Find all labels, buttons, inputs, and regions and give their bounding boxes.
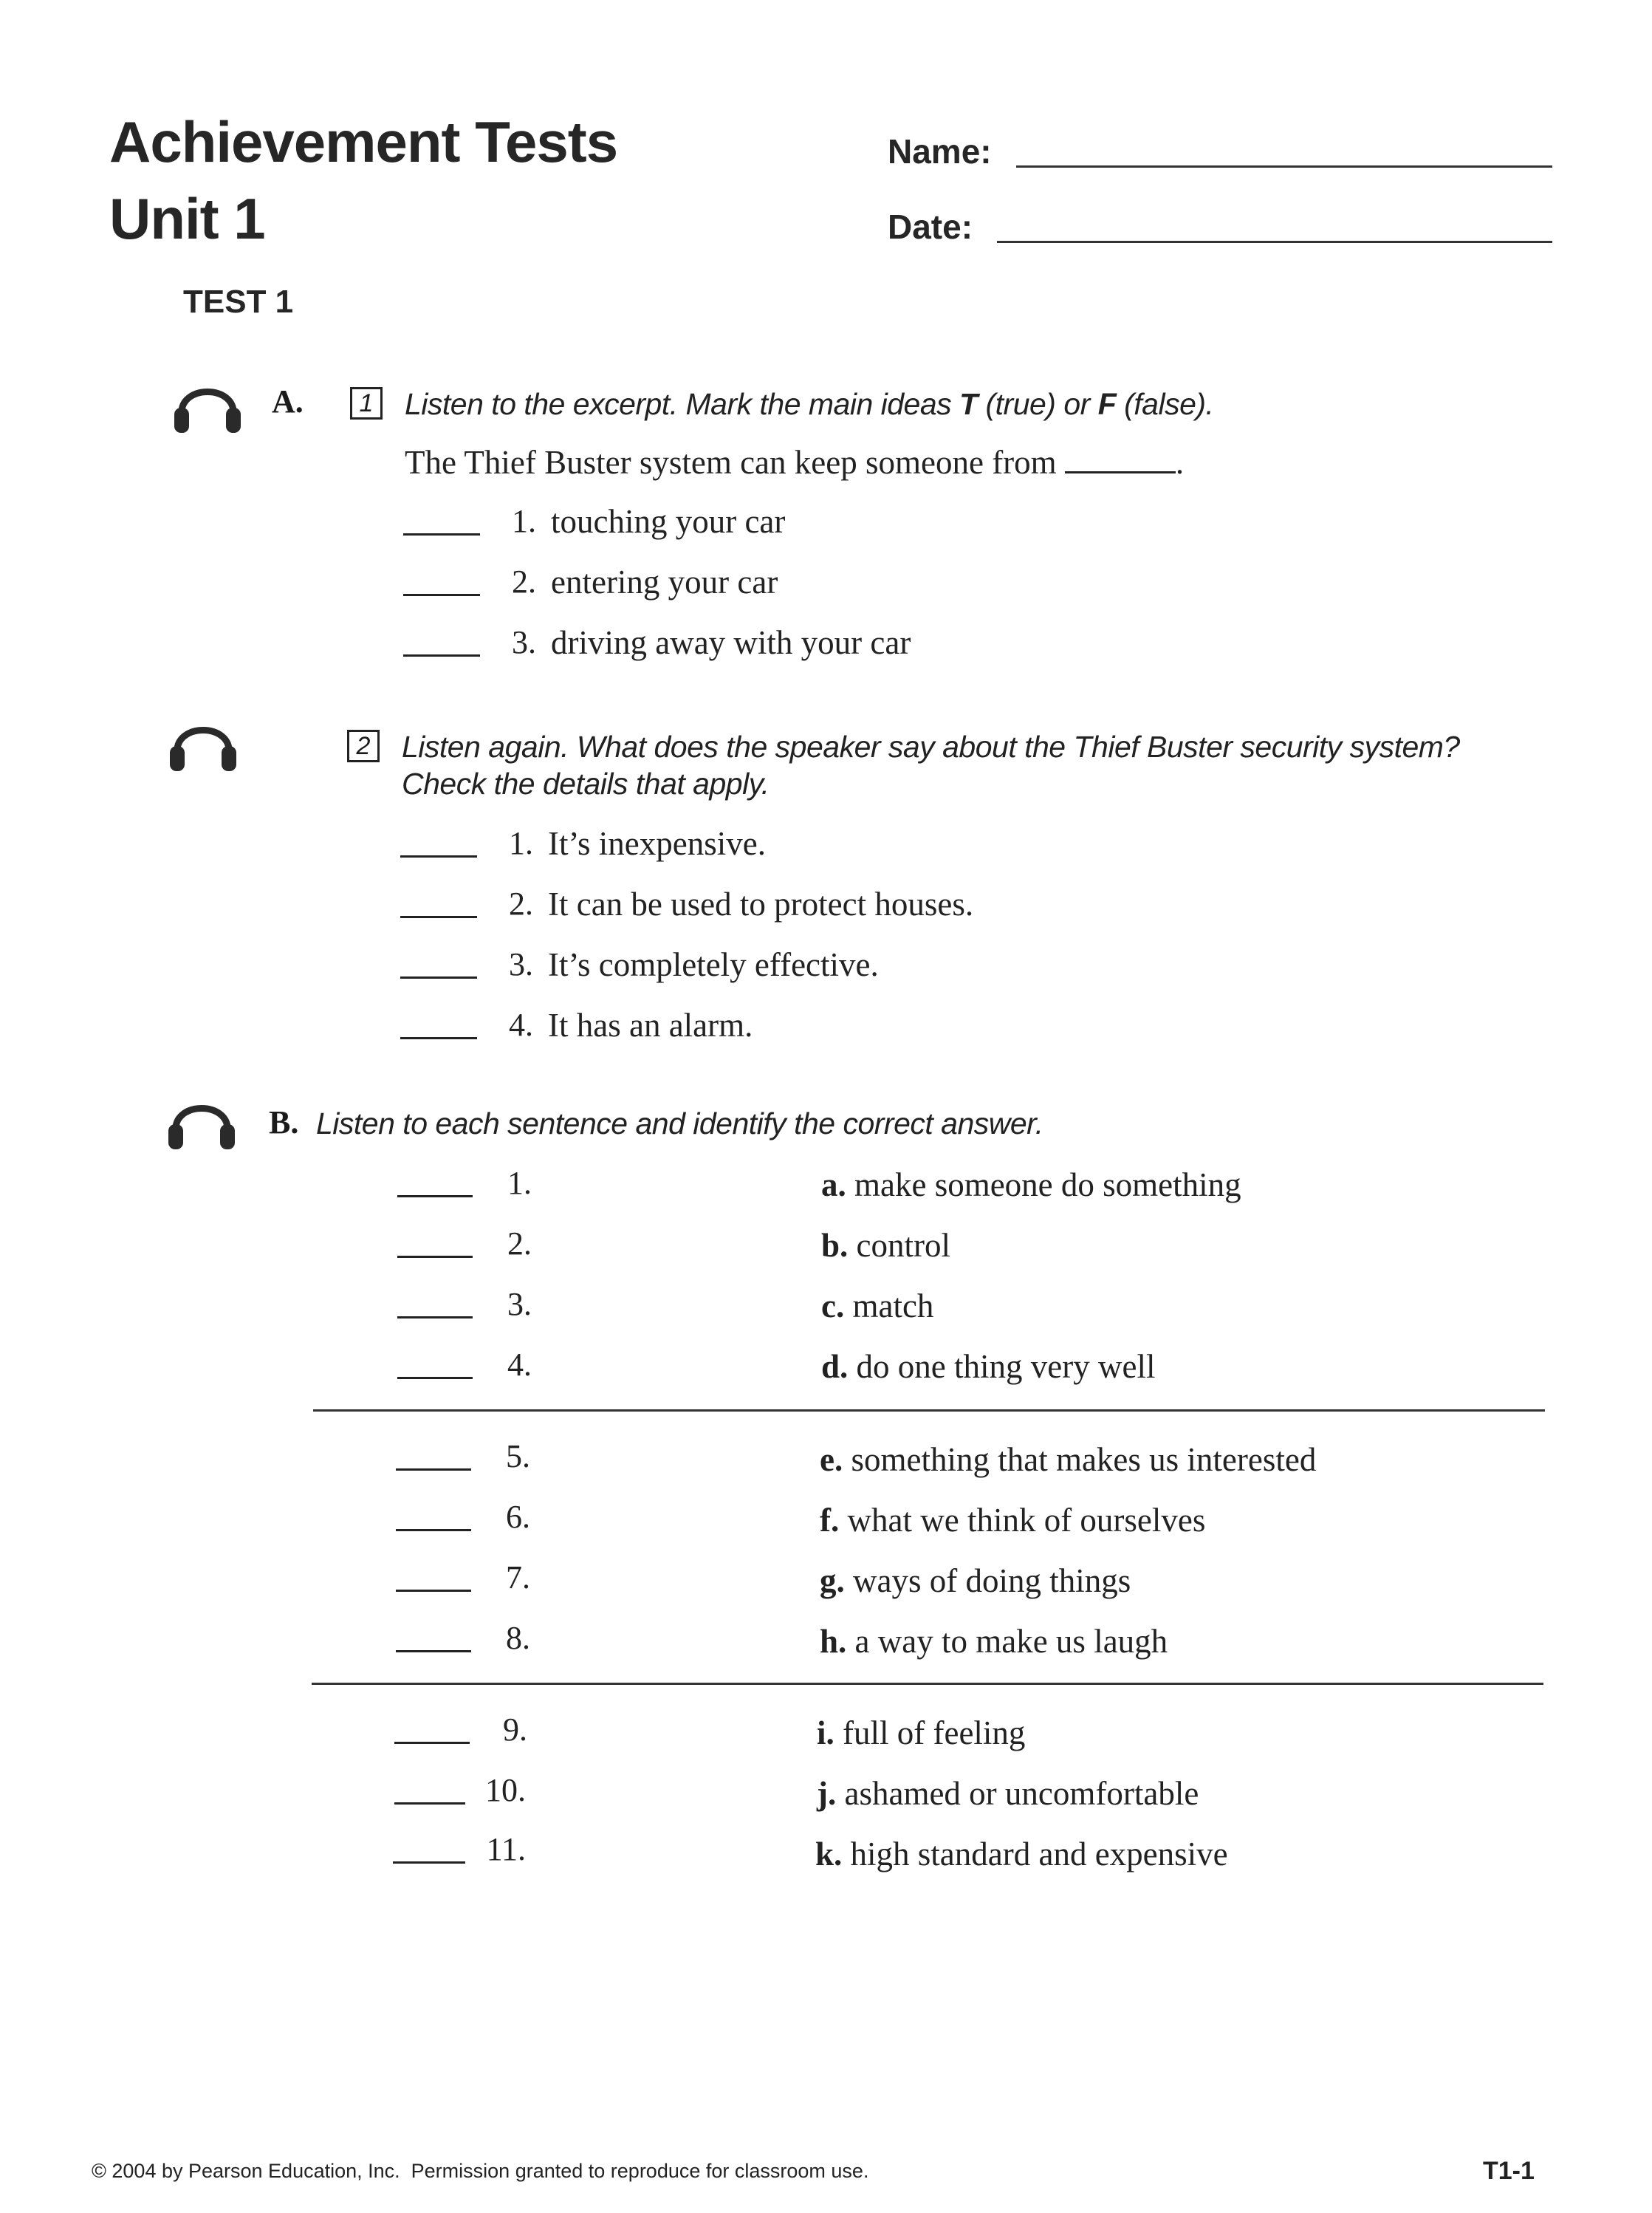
option-text: do one thing very well xyxy=(856,1348,1156,1385)
date-field[interactable] xyxy=(997,241,1552,243)
option-text: ways of doing things xyxy=(853,1562,1131,1599)
item-number: 2. xyxy=(507,1225,532,1262)
item-text: It’s completely effective. xyxy=(548,946,879,983)
part-1-box: 1 xyxy=(350,387,383,420)
headphones-icon xyxy=(165,1086,238,1152)
option-letter: k. xyxy=(815,1836,843,1872)
answer-option xyxy=(821,1347,1155,1386)
option-text: high standard and expensive xyxy=(850,1836,1228,1872)
item-number: 10. xyxy=(485,1772,526,1808)
option-text: full of feeling xyxy=(843,1714,1026,1751)
option-letter: e. xyxy=(820,1441,843,1478)
item-number: 5. xyxy=(506,1438,530,1474)
headphones-icon xyxy=(167,708,239,774)
answer-option xyxy=(820,1622,1168,1660)
answer-blank[interactable] xyxy=(400,1037,477,1039)
answer-blank[interactable] xyxy=(400,855,477,858)
item-number: 4. xyxy=(509,1007,533,1043)
item-number: 3. xyxy=(512,624,536,660)
answer-blank[interactable] xyxy=(396,1650,471,1652)
group-divider xyxy=(312,1683,1543,1685)
option-letter: d. xyxy=(821,1348,849,1385)
answer-blank[interactable] xyxy=(397,1256,473,1258)
answer-blank[interactable] xyxy=(403,654,480,657)
copyright-notice: © 2004 by Pearson Education, Inc. Permission granted to reproduce for classroom use. xyxy=(92,2160,869,2182)
option-text: ashamed or uncomfortable xyxy=(844,1775,1199,1812)
answer-option xyxy=(821,1287,933,1325)
answer-option xyxy=(815,1835,1228,1873)
section-a-letter: A. xyxy=(272,383,304,420)
item-number: 11. xyxy=(486,1831,526,1867)
part-1-instruction xyxy=(405,386,1213,423)
option-text: make someone do something xyxy=(854,1166,1241,1203)
option-text: a way to make us laugh xyxy=(854,1623,1168,1660)
answer-blank[interactable] xyxy=(403,594,480,596)
answer-blank[interactable] xyxy=(400,976,477,979)
answer-blank[interactable] xyxy=(400,916,477,918)
option-letter: b. xyxy=(821,1227,849,1264)
title-line-1: Achievement Tests xyxy=(109,109,618,174)
item-text: It can be used to protect houses. xyxy=(548,886,974,923)
answer-option xyxy=(817,1714,1025,1752)
item-text: touching your car xyxy=(551,503,786,540)
answer-option xyxy=(820,1501,1205,1539)
answer-blank[interactable] xyxy=(393,1861,465,1864)
answer-blank[interactable] xyxy=(396,1590,471,1592)
item-text: It has an alarm. xyxy=(548,1007,753,1044)
item-number: 2. xyxy=(512,564,536,600)
item-text: It’s inexpensive. xyxy=(548,825,766,862)
date-label: Date: xyxy=(888,208,973,246)
item-text: entering your car xyxy=(551,564,778,601)
part-2-box: 2 xyxy=(347,730,380,762)
option-letter: c. xyxy=(821,1287,845,1324)
answer-blank[interactable] xyxy=(396,1529,471,1531)
part-2-instruction xyxy=(402,728,1460,802)
page-title xyxy=(109,103,617,257)
option-text: what we think of ourselves xyxy=(847,1502,1206,1539)
instruction-line: Listen again. What does the speaker say about the Thief Buster security system? xyxy=(402,730,1460,764)
instruction-text: Listen to the excerpt. Mark the main ideas xyxy=(405,387,960,421)
answer-blank[interactable] xyxy=(394,1742,470,1744)
section-b-instruction: Listen to each sentence and identify the correct answer. xyxy=(316,1106,1043,1140)
item-number: 1. xyxy=(512,503,536,539)
prompt-blank[interactable] xyxy=(1065,449,1176,473)
instruction-false: F xyxy=(1097,387,1117,421)
item-number: 2. xyxy=(509,886,533,922)
option-letter: i. xyxy=(817,1714,834,1751)
answer-blank[interactable] xyxy=(397,1377,473,1379)
answer-option xyxy=(820,1562,1131,1600)
prompt-end: . xyxy=(1175,444,1185,481)
prompt-text: The Thief Buster system can keep someone from xyxy=(405,444,1057,481)
headphones-icon xyxy=(171,369,244,436)
option-text: match xyxy=(852,1287,934,1324)
answer-option xyxy=(820,1440,1316,1479)
option-letter: h. xyxy=(820,1623,847,1660)
item-number: 4. xyxy=(507,1347,532,1383)
option-letter: j. xyxy=(817,1775,837,1812)
item-number: 3. xyxy=(507,1286,532,1322)
name-label: Name: xyxy=(888,132,992,171)
group-divider xyxy=(313,1409,1545,1412)
item-text: driving away with your car xyxy=(551,624,911,661)
section-b-letter: B. xyxy=(269,1104,299,1140)
answer-blank[interactable] xyxy=(394,1802,465,1805)
item-number: 8. xyxy=(506,1620,530,1656)
option-text: something that makes us interested xyxy=(851,1441,1317,1478)
instruction-line: Check the details that apply. xyxy=(402,767,770,801)
option-letter: a. xyxy=(821,1166,846,1203)
name-field[interactable] xyxy=(1016,165,1552,168)
option-letter: g. xyxy=(820,1562,845,1599)
answer-blank[interactable] xyxy=(403,533,480,536)
instruction-text: (true) or xyxy=(977,387,1098,421)
item-number: 3. xyxy=(509,946,533,982)
part-1-prompt xyxy=(405,443,1184,482)
instruction-text: (false). xyxy=(1116,387,1214,421)
answer-blank[interactable] xyxy=(397,1316,473,1318)
item-number: 1. xyxy=(509,825,533,861)
answer-blank[interactable] xyxy=(397,1195,473,1197)
answer-option xyxy=(821,1226,950,1265)
instruction-true: T xyxy=(959,387,978,421)
item-number: 6. xyxy=(506,1499,530,1535)
option-text: control xyxy=(856,1227,950,1264)
answer-option xyxy=(821,1166,1241,1204)
title-line-2: Unit 1 xyxy=(109,186,265,251)
answer-option xyxy=(817,1774,1199,1813)
item-number: 9. xyxy=(503,1711,527,1748)
answer-blank[interactable] xyxy=(396,1468,471,1471)
item-number: 1. xyxy=(507,1165,532,1201)
page-number: T1-1 xyxy=(1483,2157,1535,2185)
item-number: 7. xyxy=(506,1559,530,1595)
option-letter: f. xyxy=(820,1502,840,1539)
test-label: TEST 1 xyxy=(183,284,294,320)
